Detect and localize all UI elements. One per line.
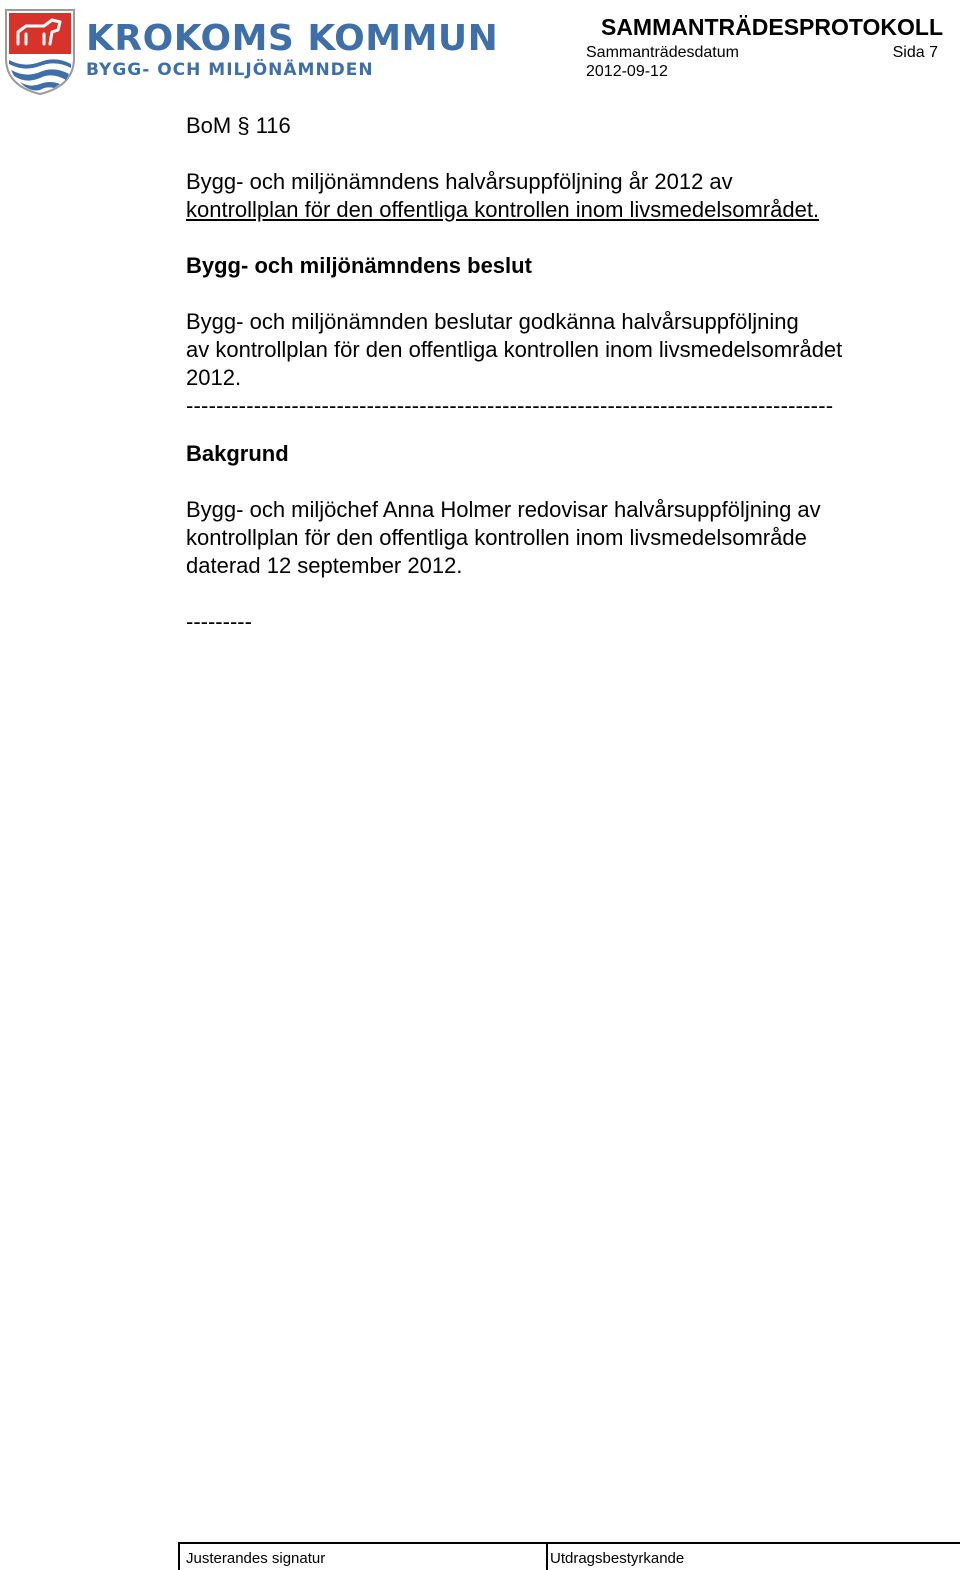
decision-heading: Bygg- och miljönämndens beslut (186, 253, 532, 278)
organization-department: BYGG- OCH MILJÖNÄMNDEN (86, 60, 374, 80)
organization-name: KROKOMS KOMMUN (86, 18, 499, 59)
decision-text (186, 308, 926, 392)
decision-line: Bygg- och miljönämnden beslutar godkänna halvårsuppföljning (186, 309, 799, 334)
signature-label: Justerandes signatur (186, 1550, 326, 1567)
protocol-content (186, 112, 926, 636)
footer-divider (546, 1544, 548, 1570)
extract-certification-label: Utdragsbestyrkande (550, 1550, 685, 1567)
end-separator: --------- (186, 609, 252, 634)
meeting-date-label: Sammanträdesdatum (586, 44, 739, 61)
paragraph-reference: BoM § 116 (186, 113, 291, 138)
background-line: Bygg- och miljöchef Anna Holmer redovisar halvårsuppföljning av (186, 497, 821, 522)
spacer (186, 580, 926, 608)
background-line: daterad 12 september 2012. (186, 553, 463, 578)
subject-line-underlined: kontrollplan för den offentliga kontrollen inom livsmedelsområdet. (186, 197, 820, 222)
meeting-date: 2012-09-12 (586, 63, 668, 80)
coat-of-arms-icon (4, 8, 76, 96)
separator-line: -------------------------------------------------------------------------------------- (186, 393, 834, 418)
decision-line: 2012. (186, 365, 242, 390)
agenda-subject (186, 168, 926, 224)
background-heading: Bakgrund (186, 441, 289, 466)
background-line: kontrollplan för den offentliga kontrollen inom livsmedelsområde (186, 525, 807, 550)
municipality-logo (4, 8, 499, 96)
decision-line: av kontrollplan för den offentliga kontrollen inom livsmedelsområdet (186, 337, 843, 362)
background-text (186, 496, 926, 580)
page-number: Sida 7 (892, 44, 938, 61)
document-type: SAMMANTRÄDESPROTOKOLL (600, 14, 943, 40)
subject-line: Bygg- och miljönämndens halvårsuppföljning år 2012 av (186, 169, 733, 194)
footer-signature-box (178, 1542, 960, 1570)
